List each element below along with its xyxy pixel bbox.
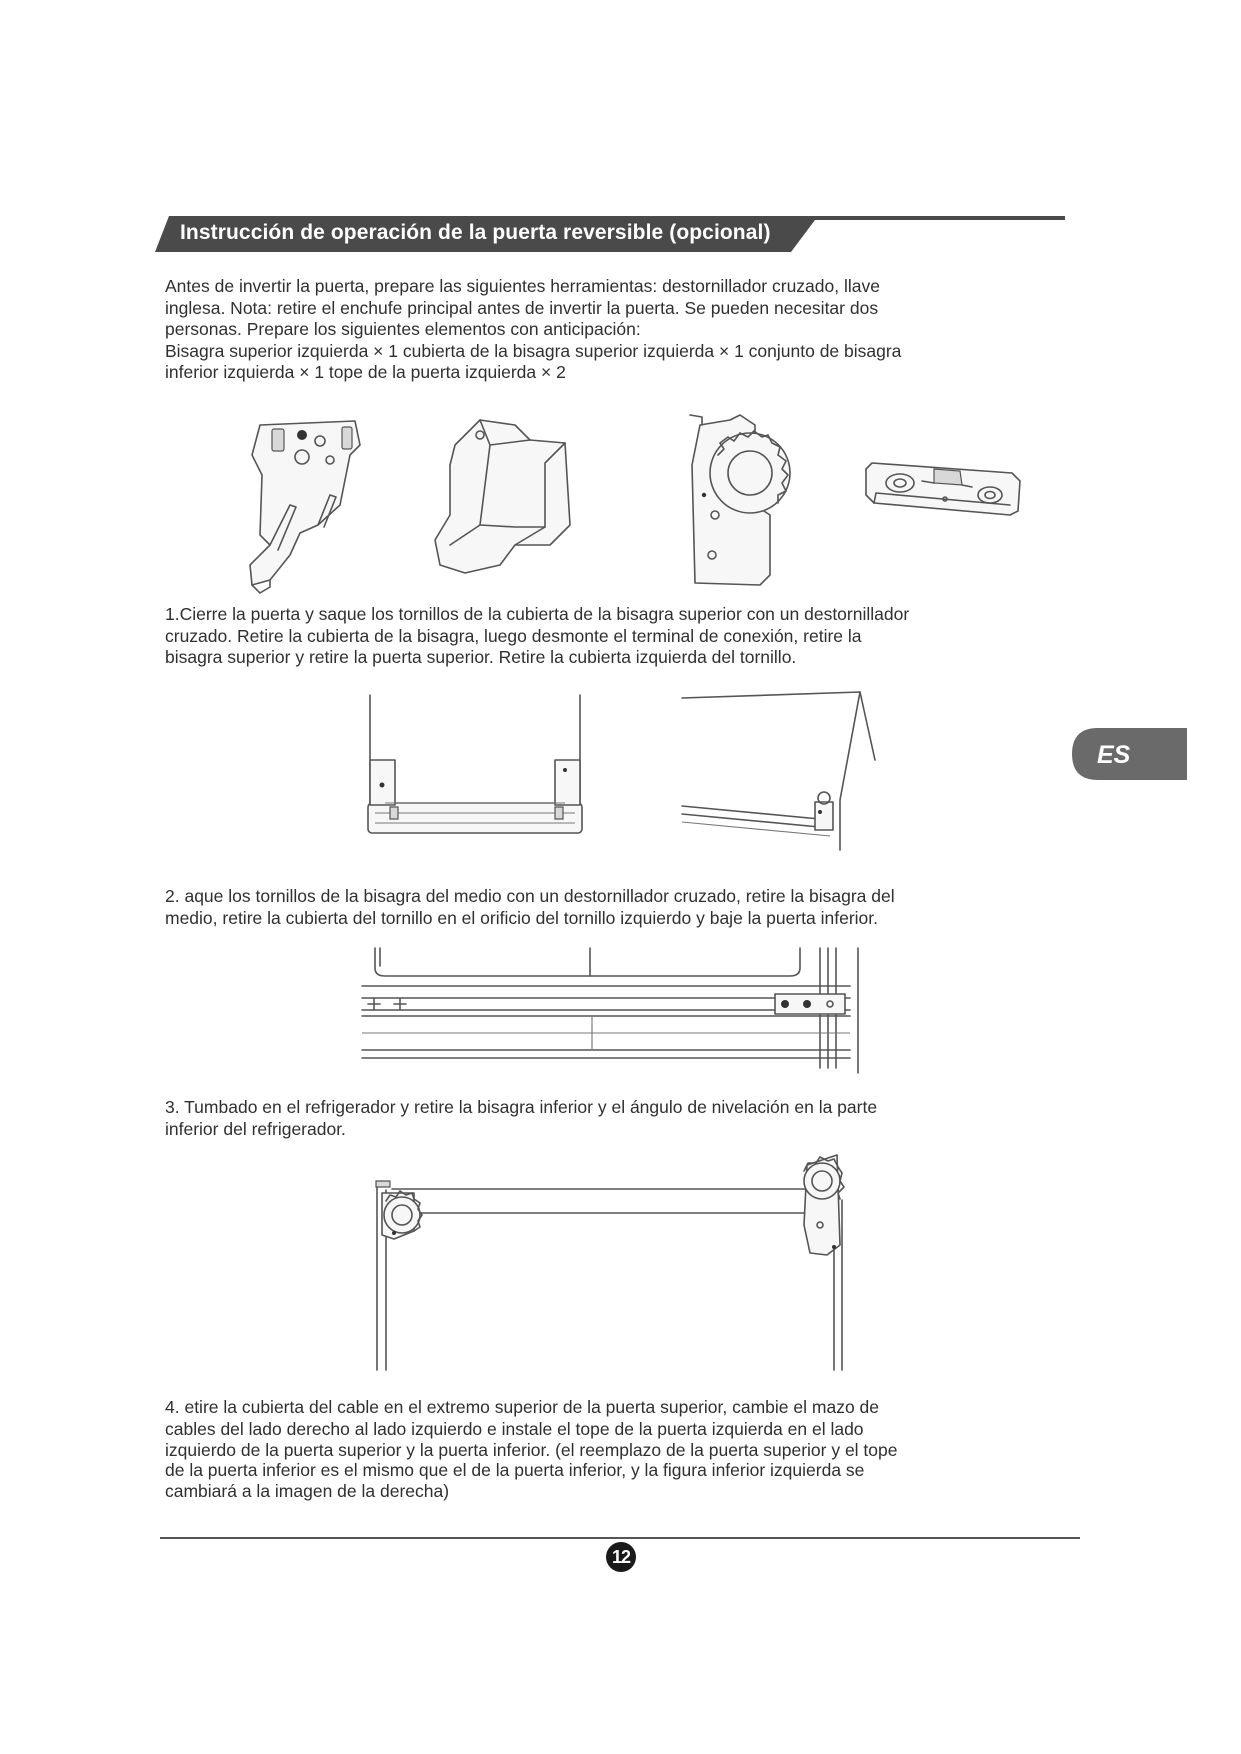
step-line: medio, retire la cubierta del tornillo en el orificio del tornillo izquierdo y baje la puerta inferior. [165,907,879,928]
hinge-cover-illustration [420,415,580,575]
lower-hinge-assembly-illustration [680,405,810,590]
step-1-side-view-illustration [680,690,880,855]
step-line: 4. etire la cubierta del cable en el extremo superior de la puerta superior, cambie el mazo de [165,1397,880,1417]
step-3-lower-hinge-illustration [372,1135,852,1370]
step-line: cables del lado derecho al lado izquierdo e instale el tope de la puerta izquierda en el lado [165,1418,864,1439]
step-line: 1.Cierre la puerta y saque los tornillos de la cubierta de la bisagra superior con un destornillador [165,604,910,624]
step-line: cruzado. Retire la cubierta de la bisagra, luego desmonte el terminal de conexión, retire la [165,625,862,646]
step-1-front-view-illustration [365,695,585,845]
intro-line: Bisagra superior izquierda × 1 cubierta de la bisagra superior izquierda × 1 conjunto de bisagra [165,340,902,361]
page-number: 12 [611,1547,631,1567]
upper-hinge-illustration [230,415,375,595]
step-2-text [165,886,1015,929]
step-line: 3. Tumbado en el refrigerador y retire la bisagra inferior y el ángulo de nivelación en la parte [165,1097,878,1117]
step-2-middle-hinge-illustration [360,948,870,1073]
intro-paragraph [165,276,1015,384]
step-1-text [165,604,1015,669]
step-line: izquierdo de la puerta superior y la puerta inferior. (el reemplazo de la puerta superior y el tope [165,1440,898,1460]
language-label: ES [1097,741,1131,769]
step-line: bisagra superior y retire la puerta superior. Retire la cubierta izquierda del tornillo. [165,647,797,667]
door-stop-illustration [862,445,1030,535]
step-line: 2. aque los tornillos de la bisagra del medio con un destornillador cruzado, retire la bisagra del [165,886,895,906]
intro-line: Antes de invertir la puerta, prepare las siguientes herramientas: destornillador cruzado, llave [165,276,880,296]
step-4-text [165,1397,1015,1503]
footer-divider [160,1537,1080,1539]
intro-line: personas. Prepare los siguientes elementos con anticipación: [165,319,641,339]
step-line: cambiará a la imagen de la derecha) [165,1481,450,1501]
intro-line: inglesa. Nota: retire el enchufe principal antes de invertir la puerta. Se pueden necesitar dos [165,297,879,318]
step-3-text [165,1097,1015,1140]
step-line: de la puerta inferior es el mismo que el de la puerta inferior, y la figura inferior izquierda se [165,1459,865,1480]
step-line: inferior del refrigerador. [165,1118,346,1139]
intro-line: inferior izquierda × 1 tope de la puerta izquierda × 2 [165,362,566,382]
section-title: Instrucción de operación de la puerta reversible (opcional) [180,221,771,244]
